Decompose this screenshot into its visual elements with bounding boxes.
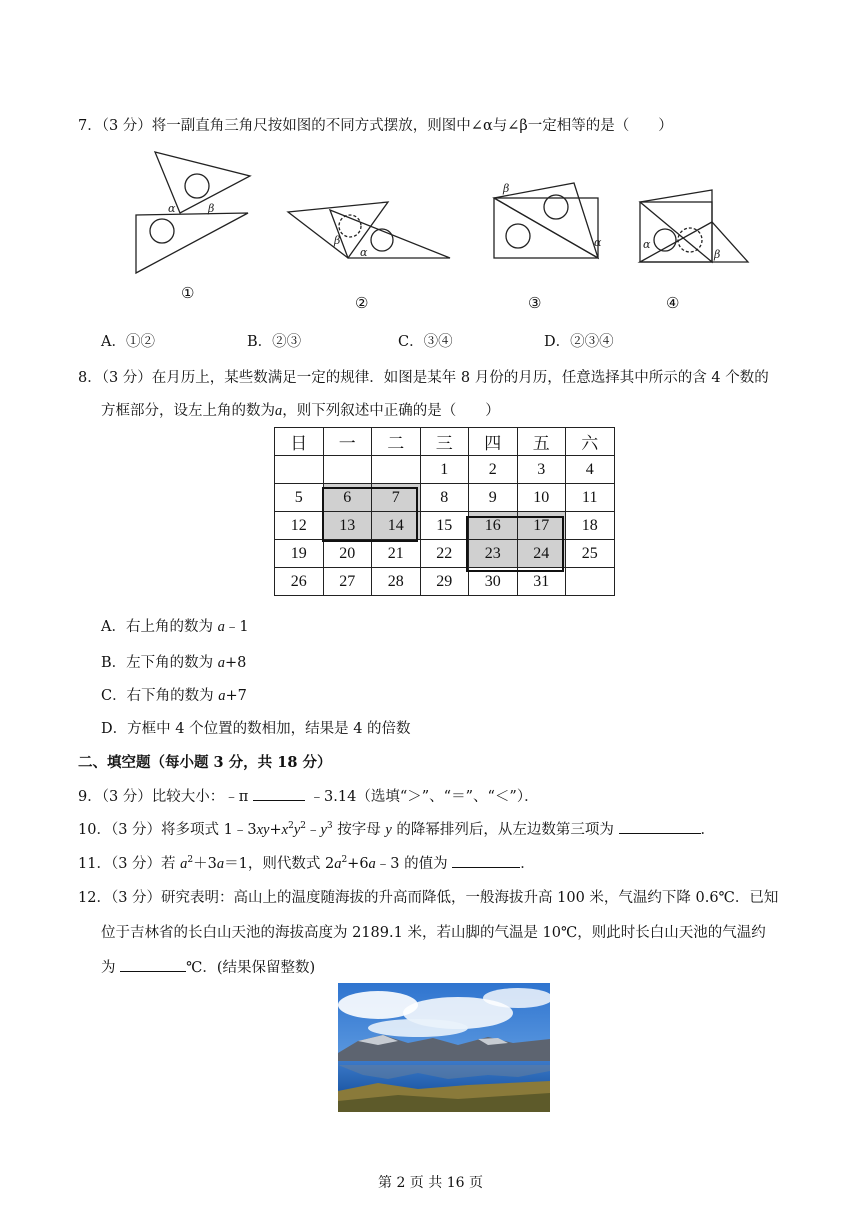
q10-answer-blank[interactable] — [619, 819, 701, 834]
beta-label: β — [334, 234, 341, 247]
calendar-row — [275, 456, 615, 484]
calendar-header: 五 — [517, 428, 566, 456]
calendar-cell: 27 — [323, 568, 372, 596]
calendar-header: 一 — [323, 428, 372, 456]
calendar-cell: 5 — [275, 484, 324, 512]
q7-option-c[interactable]: C．③④ — [398, 334, 453, 350]
calendar-header: 二 — [372, 428, 421, 456]
q9: 9．（3 分）比较大小：﹣π ﹣3.14（选填“＞”、“＝”、“＜”）． — [78, 785, 539, 806]
calendar-cell: 11 — [566, 484, 615, 512]
figure-label-1: ① — [181, 284, 195, 302]
beta-label: β — [208, 202, 215, 215]
calendar-cell: 10 — [517, 484, 566, 512]
calendar-row — [275, 540, 615, 568]
calendar-cell-shaded: 13 — [323, 512, 372, 540]
calendar-header-row — [275, 428, 615, 456]
q8-stem-line2: 方框部分，设左上角的数为a，则下列叙述中正确的是（ ） — [101, 403, 500, 419]
calendar-cell: 28 — [372, 568, 421, 596]
calendar-cell-shaded: 14 — [372, 512, 421, 540]
calendar-cell: 22 — [420, 540, 469, 568]
alpha-label: α — [168, 202, 176, 215]
calendar-cell-shaded: 17 — [517, 512, 566, 540]
q8-option-a[interactable]: A．右上角的数为 a﹣1 — [101, 619, 249, 635]
figure-2 — [288, 202, 450, 259]
q8-option-c[interactable]: C．右下角的数为 a+7 — [101, 688, 247, 704]
calendar-cell — [566, 568, 615, 596]
calendar-cell: 12 — [275, 512, 324, 540]
calendar-cell: 29 — [420, 568, 469, 596]
calendar-cell: 3 — [517, 456, 566, 484]
q7-option-b[interactable]: B．②③ — [247, 334, 302, 350]
calendar-header: 日 — [275, 428, 324, 456]
tianchi-lake-photo — [338, 983, 550, 1112]
q8-option-b[interactable]: B．左下角的数为 a+8 — [101, 655, 247, 671]
alpha-label: α — [643, 238, 651, 251]
calendar-cell-shaded: 6 — [323, 484, 372, 512]
calendar-header: 四 — [469, 428, 518, 456]
calendar-table — [274, 427, 615, 596]
beta-label: β — [714, 248, 721, 261]
beta-label: β — [503, 182, 510, 195]
q10: 10．（3 分）将多项式 $1﹣3xy+x^2y^2﹣y^3$ 按字母 y 的降幂排列后，从左边数第三项为 ． — [78, 818, 715, 839]
q12-line2: 位于吉林省的长白山天池的海拔高度为 2189.1 米，若山脚的气温是 10℃，则此时长白山天池的气温约 — [101, 925, 766, 941]
calendar-cell: 18 — [566, 512, 615, 540]
calendar-cell — [323, 456, 372, 484]
figure-label-2: ② — [355, 294, 369, 312]
calendar-cell: 2 — [469, 456, 518, 484]
calendar-cell: 9 — [469, 484, 518, 512]
calendar-cell: 21 — [372, 540, 421, 568]
calendar-header: 三 — [420, 428, 469, 456]
calendar-cell-shaded: 23 — [469, 540, 518, 568]
calendar-cell — [372, 456, 421, 484]
figure-1 — [136, 152, 250, 273]
calendar-cell: 31 — [517, 568, 566, 596]
q7-stem: 7．（3 分）将一副直角三角尺按如图的不同方式摆放，则图中∠α与∠β一定相等的是（ ） — [78, 118, 673, 134]
alpha-label: α — [360, 246, 368, 259]
q11-answer-blank[interactable] — [452, 853, 520, 868]
figure-label-3: ③ — [528, 294, 542, 312]
q11: 11．（3 分）若 $a^2+3a=1$，则代数式 $2a^2+6a﹣3$ 的值为 ． — [78, 852, 535, 873]
q7-option-d[interactable]: D．②③④ — [544, 334, 614, 350]
q12-line1: 12．（3 分）研究表明：高山上的温度随海拔的升高而降低，一般海拔升高 100 米，气温约下降 0.6℃．已知 — [78, 890, 779, 906]
calendar-cell: 4 — [566, 456, 615, 484]
calendar-header: 六 — [566, 428, 615, 456]
calendar-cell-shaded: 24 — [517, 540, 566, 568]
figure-4 — [640, 190, 748, 262]
section-title: 二、填空题（每小题 3 分，共 18 分） — [78, 754, 332, 771]
q8-option-d[interactable]: D．方框中 4 个位置的数相加，结果是 4 的倍数 — [101, 721, 411, 737]
q7-triangle-figures — [120, 140, 770, 275]
calendar-row — [275, 512, 615, 540]
calendar-cell: 1 — [420, 456, 469, 484]
figure-3 — [494, 182, 602, 258]
calendar-row — [275, 484, 615, 512]
q9-answer-blank[interactable] — [253, 786, 305, 801]
q12-answer-blank[interactable] — [120, 957, 186, 972]
calendar-cell-shaded: 7 — [372, 484, 421, 512]
calendar-cell-shaded: 16 — [469, 512, 518, 540]
calendar-cell: 20 — [323, 540, 372, 568]
calendar-cell: 8 — [420, 484, 469, 512]
calendar-row — [275, 568, 615, 596]
q12-line3: 为 ℃．(结果保留整数) — [101, 956, 315, 977]
q8-stem-line1: 8．（3 分）在月历上，某些数满足一定的规律．如图是某年 8 月份的月历，任意选择其中所示的含 4 个数的 — [78, 370, 769, 386]
alpha-label: α — [594, 236, 602, 249]
calendar-cell: 25 — [566, 540, 615, 568]
calendar-cell: 15 — [420, 512, 469, 540]
calendar-cell: 26 — [275, 568, 324, 596]
calendar-cell: 30 — [469, 568, 518, 596]
calendar-cell — [275, 456, 324, 484]
q7-option-a[interactable]: A．①② — [101, 334, 155, 350]
figure-label-4: ④ — [666, 294, 680, 312]
page-footer: 第 2 页 共 16 页 — [378, 1175, 483, 1191]
calendar-cell: 19 — [275, 540, 324, 568]
